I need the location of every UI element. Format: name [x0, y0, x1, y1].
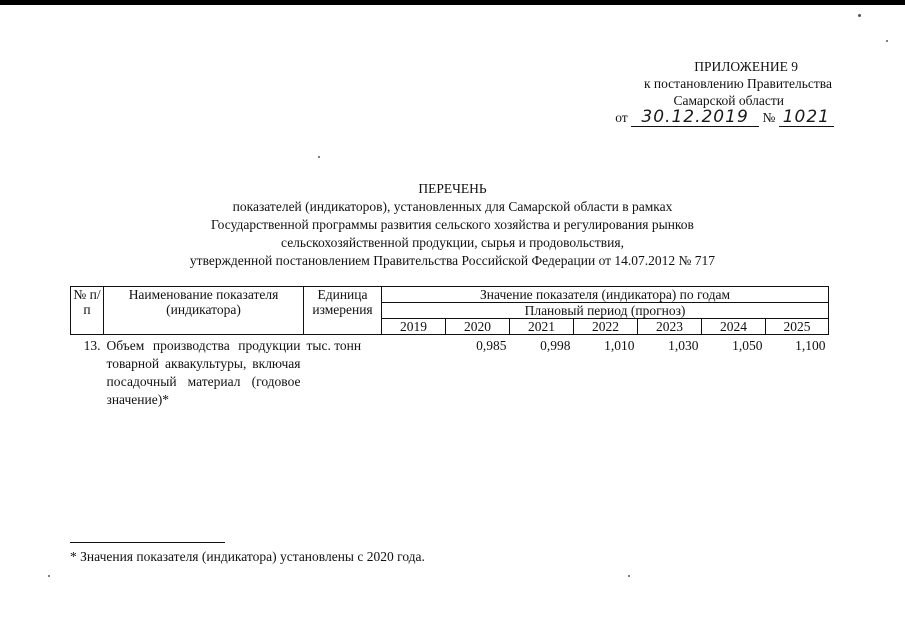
heading-line-4: утвержденной постановлением Правительства Российской Федерации от 14.07.2012 № 717	[189, 253, 716, 268]
indicators-table	[70, 286, 829, 411]
heading-line-3: сельскохозяйственной продукции, сырья и продовольствия,	[281, 235, 624, 250]
row-value: 1,030	[668, 338, 699, 353]
appendix-line-2: Самарской области	[673, 93, 784, 108]
heading-title: ПЕРЕЧЕНЬ	[418, 181, 487, 196]
footnote-divider	[70, 542, 225, 543]
footnote: * Значения показателя (индикатора) установлены с 2020 года.	[70, 549, 425, 564]
header-year: 2023	[638, 319, 702, 335]
header-plan-period: Плановый период (прогноз)	[382, 303, 829, 319]
scan-speck	[318, 156, 320, 158]
header-year: 2019	[382, 319, 446, 335]
header-num: № п/п	[71, 287, 104, 335]
header-values-group: Значение показателя (индикатора) по годам	[382, 287, 829, 303]
appendix-signature-line	[560, 109, 860, 127]
row-value	[382, 335, 446, 412]
row-value: 1,010	[604, 338, 635, 353]
heading-line-2: Государственной программы развития сельского хозяйства и регулирования рынков	[211, 217, 694, 232]
table-row	[71, 335, 829, 412]
scan-speck	[858, 14, 861, 17]
handwritten-number: 1021	[779, 109, 834, 127]
scan-edge	[0, 0, 905, 5]
appendix-title: ПРИЛОЖЕНИЕ 9	[694, 59, 798, 74]
header-unit: Единица измерения	[304, 287, 382, 335]
header-year: 2022	[574, 319, 638, 335]
scan-speck	[48, 575, 50, 577]
header-year: 2021	[510, 319, 574, 335]
row-value: 1,100	[795, 338, 826, 353]
handwritten-date: 30.12.2019	[631, 109, 759, 127]
row-value: 1,050	[732, 338, 763, 353]
scan-speck	[628, 575, 630, 577]
appendix-block	[560, 58, 860, 127]
from-label: от	[615, 110, 628, 125]
document-heading	[0, 180, 905, 270]
row-unit: тыс. тонн	[306, 338, 362, 353]
header-name: Наименование показателя (индикатора)	[104, 287, 304, 335]
scan-speck	[886, 40, 888, 42]
header-year: 2025	[766, 319, 829, 335]
row-value: 0,998	[540, 338, 571, 353]
header-year: 2020	[446, 319, 510, 335]
row-value: 0,985	[476, 338, 507, 353]
number-label: №	[762, 110, 776, 125]
appendix-line-1: к постановлению Правительства	[643, 76, 832, 91]
row-name: Объем производства продукции товарной аквакультуры, включая посадочный материал (годовое значение)*	[106, 338, 301, 407]
heading-line-1: показателей (индикаторов), установленных для Самарской области в рамках	[232, 199, 673, 214]
row-num: 13.	[83, 338, 101, 353]
header-year: 2024	[702, 319, 766, 335]
